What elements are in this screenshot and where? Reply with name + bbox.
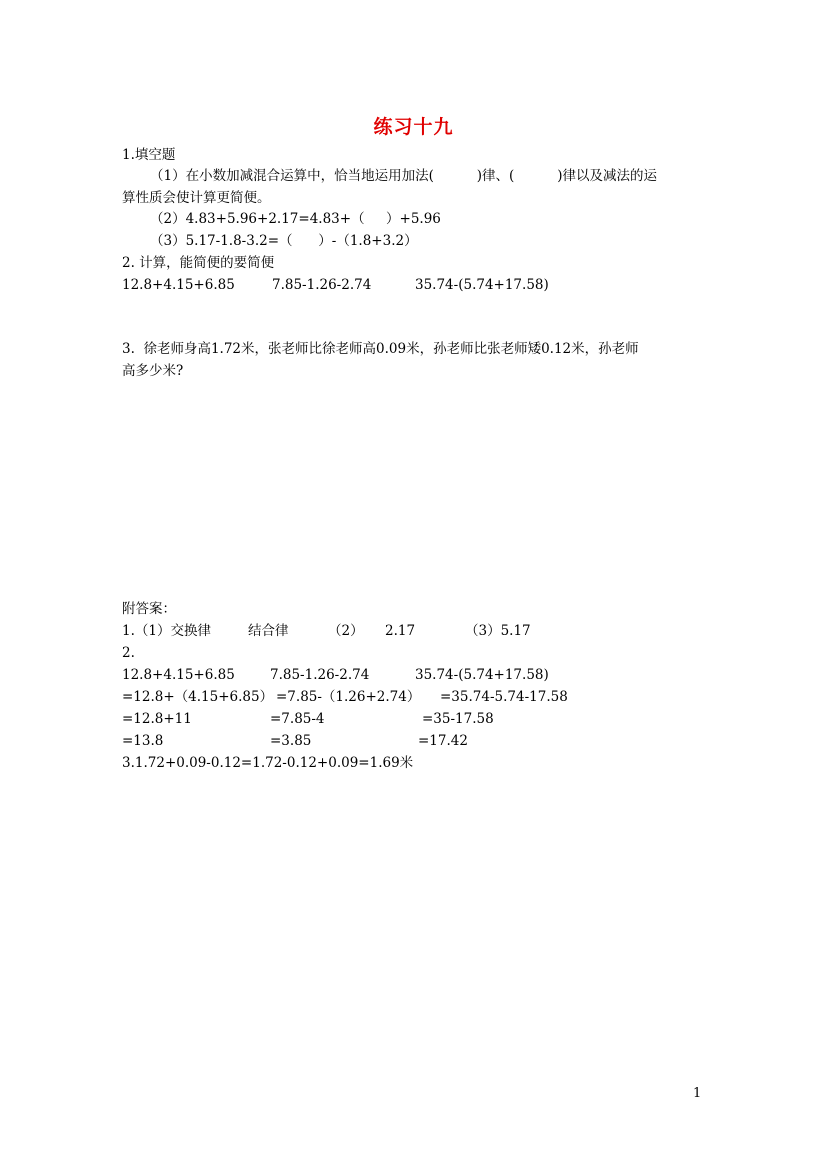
answer-1-part3-value: 2.17 [385, 623, 416, 639]
answer-3: 3.1.72+0.09-0.12=1.72-0.12+0.09=1.69米 [122, 755, 414, 771]
answer-2-row3-col1: =12.8+11 [122, 711, 192, 727]
answer-1-part4: （3）5.17 [465, 623, 531, 639]
answer-2-label: 2. [122, 645, 135, 661]
answer-1-part2: 结合律 [248, 623, 289, 639]
answer-2-row3-col2: =7.85-4 [270, 711, 325, 727]
answers-heading: 附答案： [122, 601, 176, 617]
answer-2-row1-col1: 12.8+4.15+6.85 [122, 667, 235, 683]
answer-1-part3-label: （2） [328, 623, 364, 639]
q3-line2: 高多少米? [122, 363, 184, 379]
q1-part1-line2: 算性质会使计算更简便。 [122, 190, 271, 206]
answer-2-row1-col2: 7.85-1.26-2.74 [270, 667, 370, 683]
page-title: 练习十九 [373, 116, 454, 138]
answer-1-part1: 1.（1）交换律 [122, 623, 211, 639]
q1-part3: （3）5.17-1.8-3.2=（ ）-（1.8+3.2） [150, 233, 418, 249]
q2-expr-3: 35.74-(5.74+17.58) [415, 277, 549, 293]
q2-expr-2: 7.85-1.26-2.74 [272, 277, 372, 293]
answer-2-row4-col3: =17.42 [418, 733, 468, 749]
q3-line1: 3. 徐老师身高1.72米，张老师比徐老师高0.09米，孙老师比张老师矮0.12米，孙老师 [122, 341, 639, 357]
answer-2-row2-col3: =35.74-5.74-17.58 [440, 689, 568, 705]
answer-2-row4-col1: =13.8 [122, 733, 164, 749]
q1-heading: 1.填空题 [122, 147, 176, 163]
q2-heading: 2. 计算，能简便的要简便 [122, 255, 275, 271]
answer-2-row2-col2: =7.85-（1.26+2.74） [276, 689, 421, 705]
page-number: 1 [693, 1086, 702, 1101]
q1-part2: （2）4.83+5.96+2.17=4.83+（ ）+5.96 [150, 211, 441, 227]
answer-2-row3-col3: =35-17.58 [422, 711, 494, 727]
answer-2-row1-col3: 35.74-(5.74+17.58) [415, 667, 549, 683]
answer-2-row2-col1: =12.8+（4.15+6.85） [122, 689, 274, 705]
q2-expr-1: 12.8+4.15+6.85 [122, 277, 235, 293]
answer-2-row4-col2: =3.85 [270, 733, 312, 749]
q1-part1-line1: （1）在小数加减混合运算中，恰当地运用加法( )律、( )律以及减法的运 [150, 168, 657, 184]
